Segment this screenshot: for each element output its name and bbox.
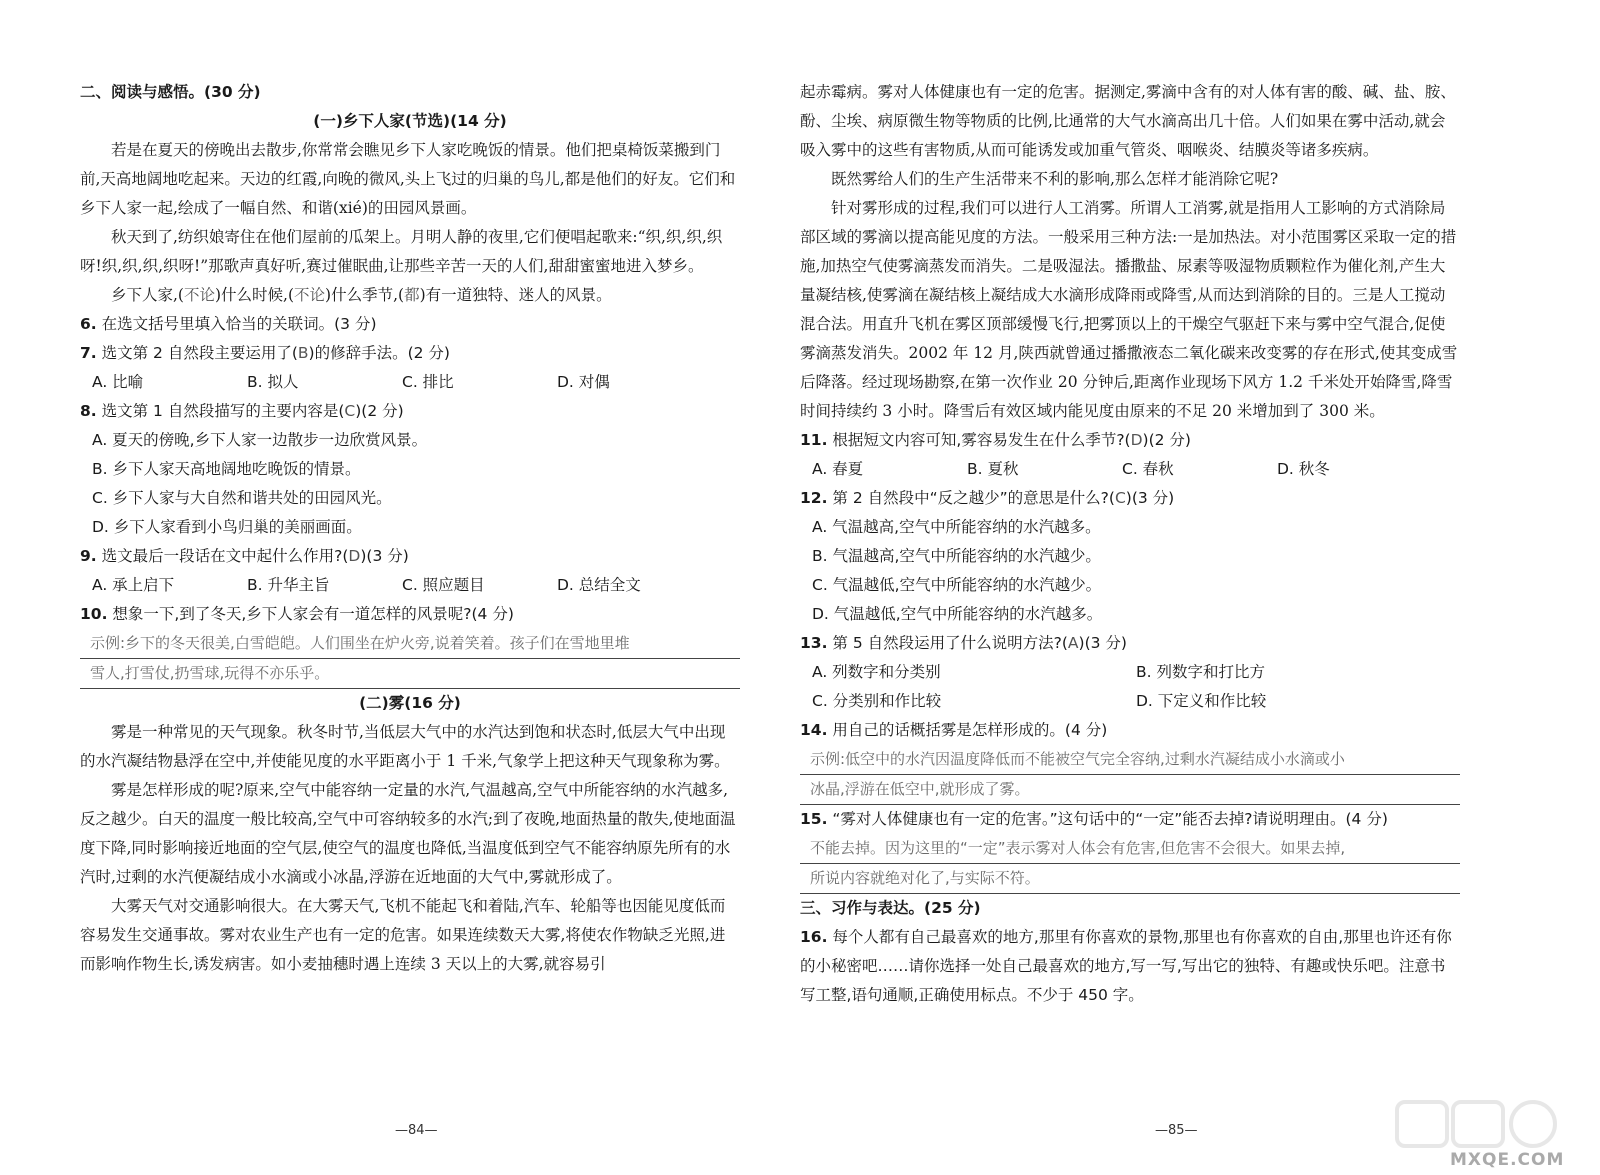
question-14: 14. 用自己的话概括雾是怎样形成的。(4 分) bbox=[800, 721, 1108, 739]
answer-blank-3: 都 bbox=[404, 286, 420, 304]
question-10: 10. 想象一下,到了冬天,乡下人家会有一道怎样的风景呢?(4 分) bbox=[80, 605, 514, 623]
option: B. 夏秋 bbox=[967, 460, 1019, 478]
answer-line: 示例:乡下的冬天很美,白雪皑皑。人们围坐在炉火旁,说着笑着。孩子们在雪地里堆 bbox=[80, 629, 740, 659]
passage-2-paragraph-3: 大雾天气对交通影响很大。在大雾天气,飞机不能起飞和着陆,汽车、轮船等也因能见度低而容易发生交通事故。雾对农业生产也有一定的危害。如果连续数天大雾,将使农作物缺乏光照,进而影响作物生长,诱发病害。如小麦抽穗时遇上连续 3 天以上的大雾,就容易引 bbox=[80, 897, 726, 973]
passage-1-paragraph-1: 若是在夏天的傍晚出去散步,你常常会瞧见乡下人家吃晚饭的情景。他们把桌椅饭菜搬到门前,天高地阔地吃起来。天边的红霞,向晚的微风,头上飞过的归巢的鸟儿,都是他们的好友。它们和乡下人家一起,绘成了一幅自然、和谐(xié)的田园风景画。 bbox=[80, 141, 736, 217]
question-16: 16. 每个人都有自己最喜欢的地方,那里有你喜欢的景物,那里也有你喜欢的自由,那里也许还有你的小秘密吧……请你选择一处自己最喜欢的地方,写一写,写出它的独特、有趣或快乐吧。注意书写工整,语句通顺,正确使用标点。不少于 450 字。 bbox=[800, 928, 1452, 1004]
question-13-answer: A bbox=[1067, 634, 1079, 652]
option: C. 春秋 bbox=[1122, 460, 1174, 478]
option: D. 下定义和作比较 bbox=[1136, 692, 1267, 710]
option: D. 乡下人家看到小鸟归巢的美丽画面。 bbox=[92, 518, 362, 536]
option: B. 列数字和打比方 bbox=[1136, 663, 1265, 681]
question-7-answer: B bbox=[297, 344, 309, 362]
option: C. 乡下人家与大自然和谐共处的田园风光。 bbox=[92, 489, 392, 507]
option: D. 气温越低,空气中所能容纳的水汽越多。 bbox=[812, 605, 1103, 623]
option: A. 列数字和分类别 bbox=[812, 663, 941, 681]
passage-2-paragraph-1: 雾是一种常见的天气现象。秋冬时节,当低层大气中的水汽达到饱和状态时,低层大气中出现的水汽凝结物悬浮在空中,并使能见度的水平距离小于 1 千米,气象学上把这种天气现象称为雾。 bbox=[80, 723, 730, 770]
question-9: 9. 选文最后一段话在文中起什么作用?(D)(3 分) bbox=[80, 547, 409, 565]
page-number-right: —85— bbox=[1155, 1123, 1198, 1138]
option: A. 气温越高,空气中所能容纳的水汽越多。 bbox=[812, 518, 1101, 536]
option: C. 气温越低,空气中所能容纳的水汽越少。 bbox=[812, 576, 1102, 594]
passage-1-paragraph-3: 乡下人家,(不论)什么时候,(不论)什么季节,(都)有一道独特、迷人的风景。 bbox=[111, 286, 612, 304]
option: B. 气温越高,空气中所能容纳的水汽越少。 bbox=[812, 547, 1101, 565]
option: D. 秋冬 bbox=[1277, 460, 1330, 478]
right-page bbox=[800, 78, 1460, 1010]
option: C. 排比 bbox=[402, 373, 454, 391]
question-8: 8. 选文第 1 自然段描写的主要内容是(C)(2 分) bbox=[80, 402, 404, 420]
passage-2-paragraph-3-cont: 起赤霉病。雾对人体健康也有一定的危害。据测定,雾滴中含有的对人体有害的酸、碱、盐、胺、酚、尘埃、病原微生物等物质的比例,比通常的大气水滴高出几十倍。人们如果在雾中活动,就会吸入雾中的这些有害物质,从而可能诱发或加重气管炎、咽喉炎、结膜炎等诸多疾病。 bbox=[800, 83, 1456, 159]
option: C. 分类别和作比较 bbox=[812, 692, 942, 710]
question-6: 6. 在选文括号里填入恰当的关联词。(3 分) bbox=[80, 315, 377, 333]
answer-blank-1: 不论 bbox=[183, 286, 215, 304]
watermark-text: MXQE.COM bbox=[1450, 1150, 1565, 1170]
page-number-left: —84— bbox=[395, 1123, 438, 1138]
option: B. 乡下人家天高地阔地吃晚饭的情景。 bbox=[92, 460, 361, 478]
question-13: 13. 第 5 自然段运用了什么说明方法?(A)(3 分) bbox=[800, 634, 1127, 652]
question-13-options-row-1 bbox=[800, 658, 1460, 687]
passage-2-paragraph-2: 雾是怎样形成的呢?原来,空气中能容纳一定量的水汽,气温越高,空气中所能容纳的水汽越多,反之越少。白天的温度一般比较高,空气中可容纳较多的水汽;到了夜晚,地面热量的散失,使地面温度下降,同时影响接近地面的空气层,使空气的温度也降低,当温度低到空气不能容纳原先所有的水汽时,过剩的水汽便凝结成小水滴或小冰晶,浮游在近地面的大气中,雾就形成了。 bbox=[80, 781, 736, 886]
question-7: 7. 选文第 2 自然段主要运用了(B)的修辞手法。(2 分) bbox=[80, 344, 450, 362]
passage-2-paragraph-5: 针对雾形成的过程,我们可以进行人工消雾。所谓人工消雾,就是指用人工影响的方式消除局部区域的雾滴以提高能见度的方法。一般采用三种方法:一是加热法。对小范围雾区采取一定的措施,加热空气使雾滴蒸发而消失。二是吸湿法。播撒盐、尿素等吸湿物质颗粒作为催化剂,产生大量凝结核,使雾滴在凝结核上凝结成大水滴形成降雨或降雪,从而达到消除的目的。三是人工搅动混合法。用直升飞机在雾区顶部缓慢飞行,把雾顶以上的干燥空气驱赶下来与雾中空气混合,促使雾滴蒸发消失。2002 年 12 月,陕西就曾通过播撒液态二氧化碳来改变雾的存在形式,使其变成雪后降落。经过现场勘察,在第一次作业 20 分钟后,距离作业现场下风方 1.2 千米处开始降雪,降雪时间持续约 3 小时。降雪后有效区域内能见度由原来的不足 20 米增加到了 300 米。 bbox=[800, 199, 1458, 420]
answer-line: 不能去掉。因为这里的“一定”表示雾对人体会有危害,但危害不会很大。如果去掉, bbox=[800, 834, 1460, 864]
answer-line: 所说内容就绝对化了,与实际不符。 bbox=[800, 864, 1460, 894]
option: A. 比喻 bbox=[92, 373, 144, 391]
question-11-options bbox=[800, 455, 1460, 484]
question-11-answer: D bbox=[1130, 431, 1143, 449]
option: A. 春夏 bbox=[812, 460, 864, 478]
question-9-answer: D bbox=[348, 547, 361, 565]
section-3-title: 三、习作与表达。(25 分) bbox=[800, 899, 981, 917]
option: B. 升华主旨 bbox=[247, 576, 330, 594]
answer-line: 示例:低空中的水汽因温度降低而不能被空气完全容纳,过剩水汽凝结成小水滴或小 bbox=[800, 745, 1460, 775]
passage-2-paragraph-4: 既然雾给人们的生产生活带来不利的影响,那么怎样才能消除它呢? bbox=[831, 170, 1279, 188]
passage-1-paragraph-2: 秋天到了,纺织娘寄住在他们屋前的瓜架上。月明人静的夜里,它们便唱起歌来:“织,织,织,织呀!织,织,织,织呀!”那歌声真好听,赛过催眠曲,让那些辛苦一天的人们,甜甜蜜蜜地进入梦乡。 bbox=[80, 228, 723, 275]
option: A. 承上启下 bbox=[92, 576, 175, 594]
question-13-options-row-2 bbox=[800, 687, 1460, 716]
question-12: 12. 第 2 自然段中“反之越少”的意思是什么?(C)(3 分) bbox=[800, 489, 1175, 507]
option: B. 拟人 bbox=[247, 373, 299, 391]
question-11: 11. 根据短文内容可知,雾容易发生在什么季节?(D)(2 分) bbox=[800, 431, 1191, 449]
option: A. 夏天的傍晚,乡下人家一边散步一边欣赏风景。 bbox=[92, 431, 428, 449]
option: D. 总结全文 bbox=[557, 576, 641, 594]
question-12-answer: C bbox=[1114, 489, 1126, 507]
section-2-title: 二、阅读与感悟。(30 分) bbox=[80, 83, 261, 101]
option: C. 照应题目 bbox=[402, 576, 485, 594]
answer-blank-2: 不论 bbox=[294, 286, 326, 304]
left-page bbox=[80, 78, 740, 979]
question-7-options bbox=[80, 368, 740, 397]
question-8-answer: C bbox=[344, 402, 356, 420]
question-15: 15. “雾对人体健康也有一定的危害。”这句话中的“一定”能否去掉?请说明理由。(4 分) bbox=[800, 810, 1388, 828]
passage-1-title: (一)乡下人家(节选)(14 分) bbox=[313, 112, 507, 130]
passage-2-title: (二)雾(16 分) bbox=[359, 694, 461, 712]
answer-line: 雪人,打雪仗,扔雪球,玩得不亦乐乎。 bbox=[80, 659, 740, 689]
answer-line: 冰晶,浮游在低空中,就形成了雾。 bbox=[800, 775, 1460, 805]
option: D. 对偶 bbox=[557, 373, 610, 391]
question-9-options bbox=[80, 571, 740, 600]
